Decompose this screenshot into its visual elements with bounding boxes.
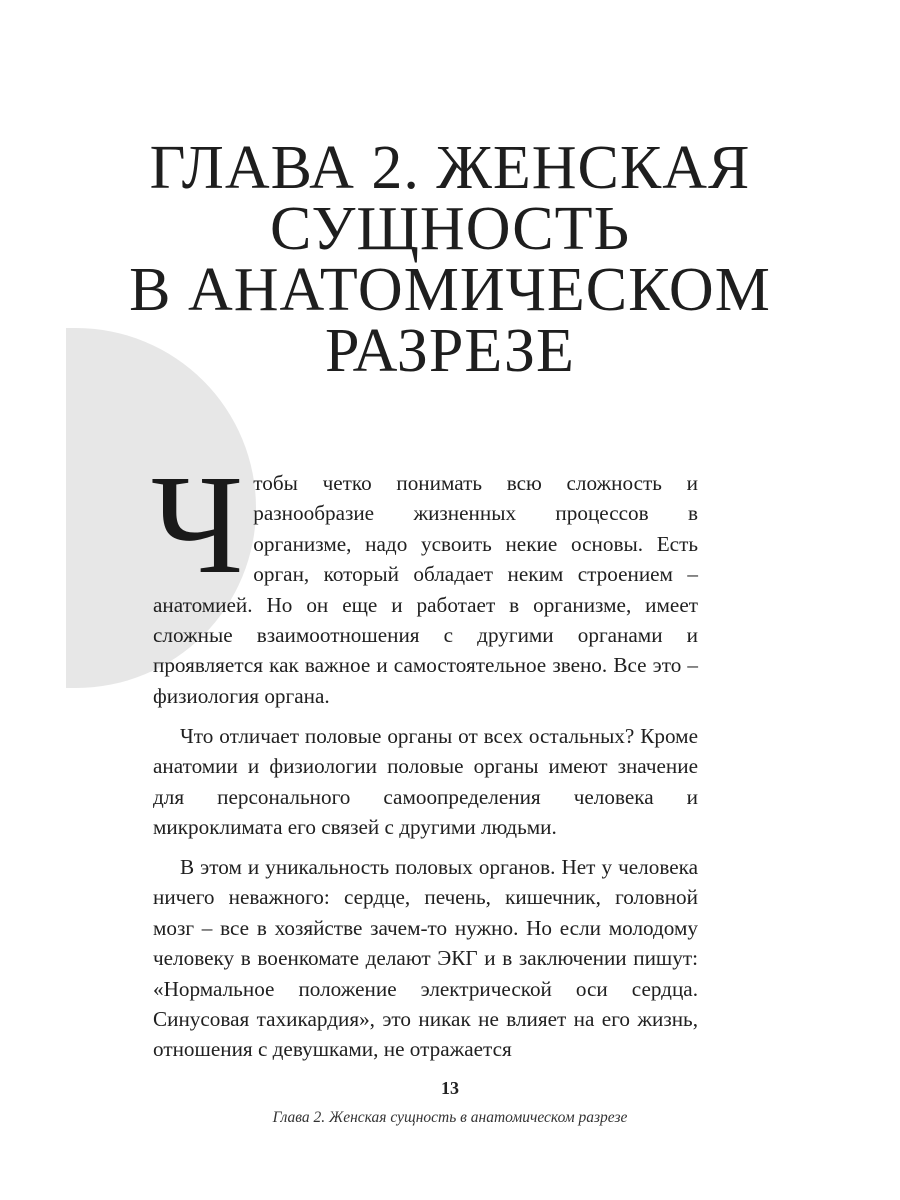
paragraph-3: В этом и уникальность половых органов. Нет у человека ничего неважного: сердце, печень, кишечник, головной мозг – все в хозяйстве зачем-то нужно. Но если молодому человеку в военкомате делают ЭКГ и в заключении пишут: «Нормальное положение электрической оси сердца. Синусовая тахикардия», это никак не влияет на его жизнь, отношения с девушками, не отражается [153,854,698,1062]
running-footer: Глава 2. Женская сущность в анатомическом разрезе [272,1109,628,1126]
chapter-title-line-3: В АНАТОМИЧЕСКОМ [129,256,771,324]
page-number: 13 [441,1078,459,1098]
chapter-title-line-2: СУЩНОСТЬ [269,195,631,263]
body-text [151,445,698,1074]
drop-cap: Ч [151,445,244,603]
paragraph-2: Что отличает половые органы от всех остальных? Кроме анатомии и физиологии половые органы имеют значение для персонального самоопределения человека и микроклимата его связей с другими людьми. [153,723,698,839]
paragraph-1-text: тобы четко понимать всю сложность и разнообразие жизненных процессов в организме, надо усвоить некие основы. Есть орган, который обладает неким строением – анатомией. Но он еще и работает в организме, имеет сложные взаимоотношения с другими органами и проявляется как важное и самостоятельное звено. Все это – физиология органа. [153,471,698,708]
paragraph-1 [151,445,698,711]
chapter-title-line-1: ГЛАВА 2. ЖЕНСКАЯ [149,134,751,202]
chapter-title [120,134,780,385]
chapter-title-line-4: РАЗРЕЗЕ [325,317,575,385]
